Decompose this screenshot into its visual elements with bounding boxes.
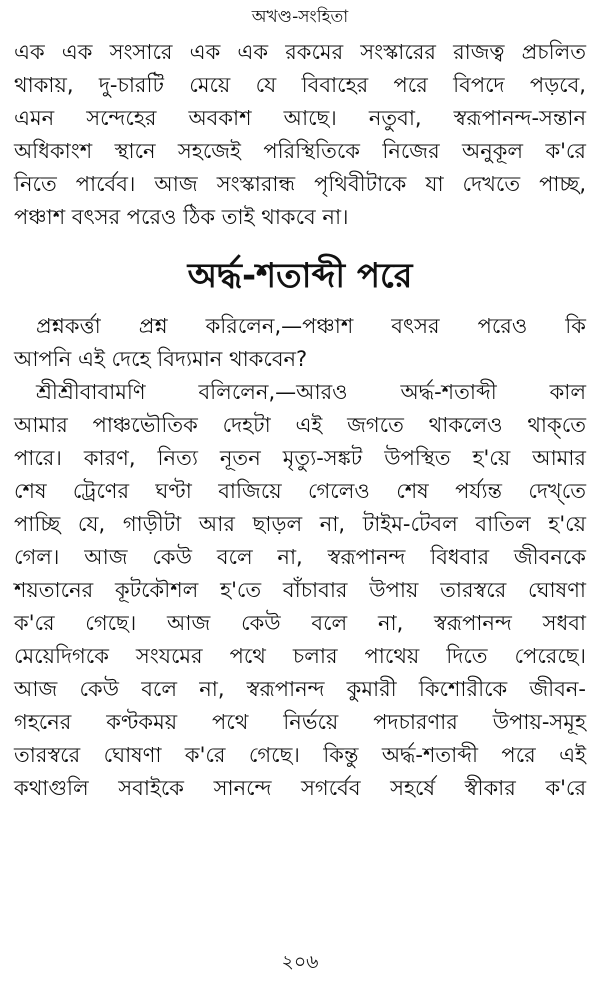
paragraph-1 (14, 36, 586, 234)
paragraph-3 (14, 376, 586, 805)
text-line: থাকায়, দু-চারটি মেয়ে যে বিবাহের পরে বিপদে পড়বে, (14, 73, 586, 97)
text-line: কথাগুলি সবাইকে সানন্দে সগর্বেব সহর্ষে স্বীকার ক'রে (14, 776, 586, 800)
text-line: অধিকাংশ স্থানে সহজেই পরিস্থিতিকে নিজের অনুকূল ক'রে (14, 139, 586, 163)
text-line: পাচ্ছি যে, গাড়ীটা আর ছাড়ল না, টাইম-টেবল বাতিল হ'য়ে (14, 512, 586, 536)
text-line: গহনের কণ্টকময় পথে নির্ভয়ে পদচারণার উপায়-সমূহ (14, 710, 586, 734)
text-line: আজ কেউ বলে না, স্বরূপানন্দ কুমারী কিশোরীকে জীবন- (14, 677, 586, 701)
text-line: এমন সন্দেহের অবকাশ আছে। নতুবা, স্বরূপানন্দ-সন্তান (14, 106, 586, 130)
text-line: পঞ্চাশ বৎসর পরেও ঠিক তাই থাকবে না। (14, 205, 349, 229)
text-line: পারে। কারণ, নিত্য নূতন মৃত্যু-সঙ্কট উপস্থিত হ'য়ে আমার (14, 446, 586, 470)
text-line: শেষ ট্রেণের ঘণ্টা বাজিয়ে গেলেও শেষ পর্য্যন্ত দেখ্‌তে (14, 479, 586, 503)
section-heading: অর্দ্ধ-শতাব্দী পরে (187, 256, 413, 296)
text-line: গেল। আজ কেউ বলে না, স্বরূপানন্দ বিধবার জীবনকে (14, 545, 586, 569)
running-head: অখণ্ড-সংহিতা (251, 7, 349, 27)
text-line: আপনি এই দেহে বিদ্যমান থাকবেন? (14, 347, 308, 371)
text-line: প্রশ্নকর্ত্তা প্রশ্ন করিলেন,—পঞ্চাশ বৎসর পরেও কি (36, 314, 586, 338)
text-line: এক এক সংসারে এক এক রকমের সংস্কারের রাজত্ব প্রচলিত (14, 40, 586, 64)
text-line: আমার পাঞ্চভৌতিক দেহটা এই জগতে থাকলেও থাক্‌তে (14, 413, 586, 437)
paragraph-2 (14, 310, 586, 376)
text-line: শয়তানের কূটকৌশল হ'তে বাঁচাবার উপায় তারস্বরে ঘোষণা (14, 578, 586, 602)
page-number: ২০৬ (281, 951, 319, 973)
text-line: নিতে পার্বেব। আজ সংস্কারান্ধ পৃথিবীটাকে যা দেখতে পাচ্ছ, (14, 172, 586, 196)
text-line: মেয়েদিগকে সংযমের পথে চলার পাথেয় দিতে পেরেছে। (14, 644, 586, 668)
text-line: শ্রীশ্রীবাবামণি বলিলেন,—আরও অর্দ্ধ-শতাব্দী কাল (36, 380, 586, 404)
text-line: তারস্বরে ঘোষণা ক'রে গেছে। কিন্তু অর্দ্ধ-শতাব্দী পরে এই (14, 743, 586, 767)
text-line: ক'রে গেছে। আজ কেউ বলে না, স্বরূপানন্দ সধবা (14, 611, 586, 635)
